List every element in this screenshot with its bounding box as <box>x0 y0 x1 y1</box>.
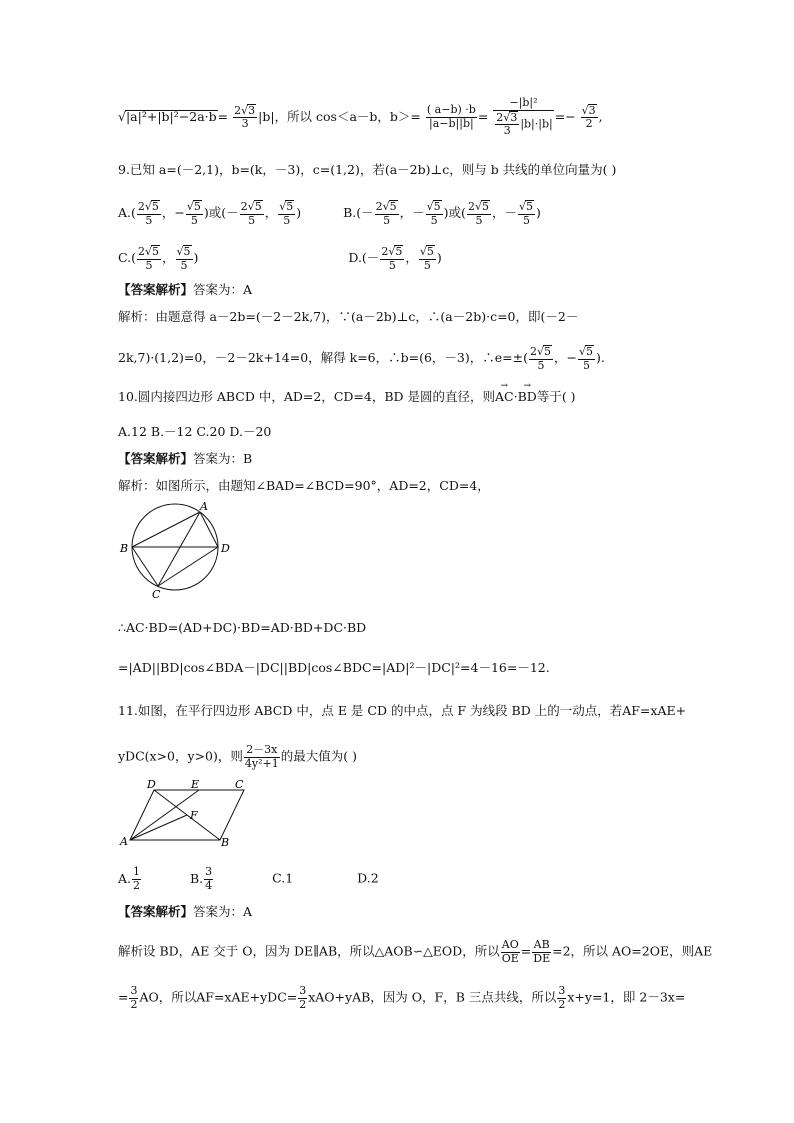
sqrt-body: |a|²+|b|²−2a·b <box>125 108 217 124</box>
q9-options-cd <box>118 245 442 272</box>
q10-stem: 10.圆内接四边形 ABCD 中，AD=2，CD=4，BD 是圆的直径，则→ AC·→ BD等于( ) <box>118 391 576 404</box>
top-formula: √|a|²+|b|²−2a·b= $\frac{2√3}{3}$ |b|，所以 cos＜a－b，b＞= $\frac{( a-b) \cdot b}{|a-b||b|}$ = −|b|² $\frac{2√3}{3}$ |b|·|b| =− $\frac{√3}{2}$ , <box>118 96 603 138</box>
q11-options <box>118 866 379 892</box>
q11-fraction: $\frac{2-3x}{\text{4y²+1}}$ <box>244 743 279 770</box>
q9-options-ab <box>118 200 541 227</box>
q9-option-b: B.(－ $\frac{2√5}{5}$ ，－ $\frac{√5}{5}$ )或( $\frac{2√5}{5}$ ，－ $\frac{√5}{5}$ ) <box>343 200 541 227</box>
q10-analysis: 解析：如图所示，由题知∠BAD=∠BCD=90°，AD=2，CD=4， <box>118 478 490 493</box>
q11-option-c: C.1 <box>272 870 294 886</box>
q9-option-a: A.( $\frac{2√5}{5}$ ，− $\frac{√5}{5}$ )或(－ $\frac{2√5}{5}$ ， $\frac{√5}{5}$ ) <box>118 200 302 227</box>
label-b: B <box>120 542 129 555</box>
label-c: C <box>152 588 161 600</box>
frac-root3-over-2: $\frac{√3}{2}$ <box>581 103 596 131</box>
q9-answer: 【答案解析】答案为：A <box>118 282 253 297</box>
frac-cos-2: −|b|² $\frac{2√3}{3}$ |b|·|b| <box>493 97 553 138</box>
q9-option-d: D.(－ $\frac{2√5}{5}$ ， $\frac{√5}{5}$ ) <box>348 245 442 272</box>
q10-answer: 【答案解析】答案为：B <box>118 451 253 466</box>
label-b: B <box>221 836 230 848</box>
q9-stem: 9.已知 a=(－2,1)，b=(k，－3)，c=(1,2)，若(a－2b)⊥c，则与 b 共线的单位向量为( ) <box>118 162 617 177</box>
q11-option-d: D.2 <box>357 870 379 886</box>
label-f: F <box>190 809 198 822</box>
label-c: C <box>235 778 244 791</box>
q11-option-a: A. $\frac{1}{2}$ <box>118 865 141 892</box>
vector-ac: → AC <box>495 391 514 404</box>
label-a: A <box>120 835 128 848</box>
answer-tag: 【答案解析】 <box>118 904 194 919</box>
q10-circle-figure <box>118 500 233 600</box>
label-a: A <box>200 500 208 513</box>
segment-cd <box>158 547 218 586</box>
q9-analysis-2: 2k,7)·(1,2)=0，－2－2k+14=0，解得 k=6，∴b=(6，－3)，∴e=±( $\frac{2√5}{5}$ ，− $\frac{√5}{5}$ ). <box>118 345 605 372</box>
q11-analysis-1: 解析设 BD，AE 交于 O，因为 DE∥AB，所以△AOB∽△EOD，所以 $\frac{AO}{OE}$ = $\frac{AB}{DE}$ =2，所以 AO=2OE，则AE <box>118 938 713 965</box>
q11-stem-1: 11.如图，在平行四边形 ABCD 中，点 E 是 CD 的中点，点 F 为线段 BD 上的一动点，若AF=xAE+ <box>118 703 687 718</box>
q11-option-b: B. $\frac{3}{4}$ <box>189 865 213 892</box>
segment-bc <box>132 547 158 586</box>
sqrt-sign: √ <box>118 108 126 124</box>
q10-equation-2: =|AD||BD|cos∠BDA－|DC||BD|cos∠BDC=|AD|²－|DC|²=4－16=－12. <box>118 660 550 675</box>
q11-analysis-2: = $\frac{3}{2}$ AO，所以AF=xAE+yDC= $\frac{3}{2}$ xAO+yAB，因为 O，F，B 三点共线，所以 $\frac{3}{2}$ x+y=1，即 2－3x= <box>118 984 686 1011</box>
q10-options: A.12 B.－12 C.20 D.－20 <box>118 424 272 439</box>
vector-bd: → BD <box>518 391 537 404</box>
label-e: E <box>191 778 200 791</box>
q11-parallelogram-figure <box>118 776 253 848</box>
segment-ad <box>200 512 218 547</box>
q11-answer: 【答案解析】答案为：A <box>118 904 253 919</box>
frac-cos-1: $\frac{( a-b) \cdot b}{|a-b||b|}$ <box>426 103 476 130</box>
label-d: D <box>147 778 156 791</box>
q9-analysis-1: 解析：由题意得 a－2b=(－2－2k,7)，∵(a－2b)⊥c，∴(a－2b)·c=0，即(－2－ <box>118 309 579 324</box>
answer-tag: 【答案解析】 <box>118 451 194 466</box>
label-d: D <box>221 542 230 555</box>
q9-option-c: C.( $\frac{2√5}{5}$ ， $\frac{√5}{5}$ ) <box>118 245 199 272</box>
answer-tag: 【答案解析】 <box>118 282 194 297</box>
q10-equation-1: ∴AC·BD=(AD+DC)·BD=AD·BD+DC·BD <box>118 620 367 635</box>
frac-2root3-over-3: $\frac{2√3}{3}$ <box>234 103 256 131</box>
q11-stem-2: yDC(x>0，y>0)，则 $\frac{2-3x}{\text{4y²+1}}$ 的最大值为( ) <box>118 743 357 770</box>
